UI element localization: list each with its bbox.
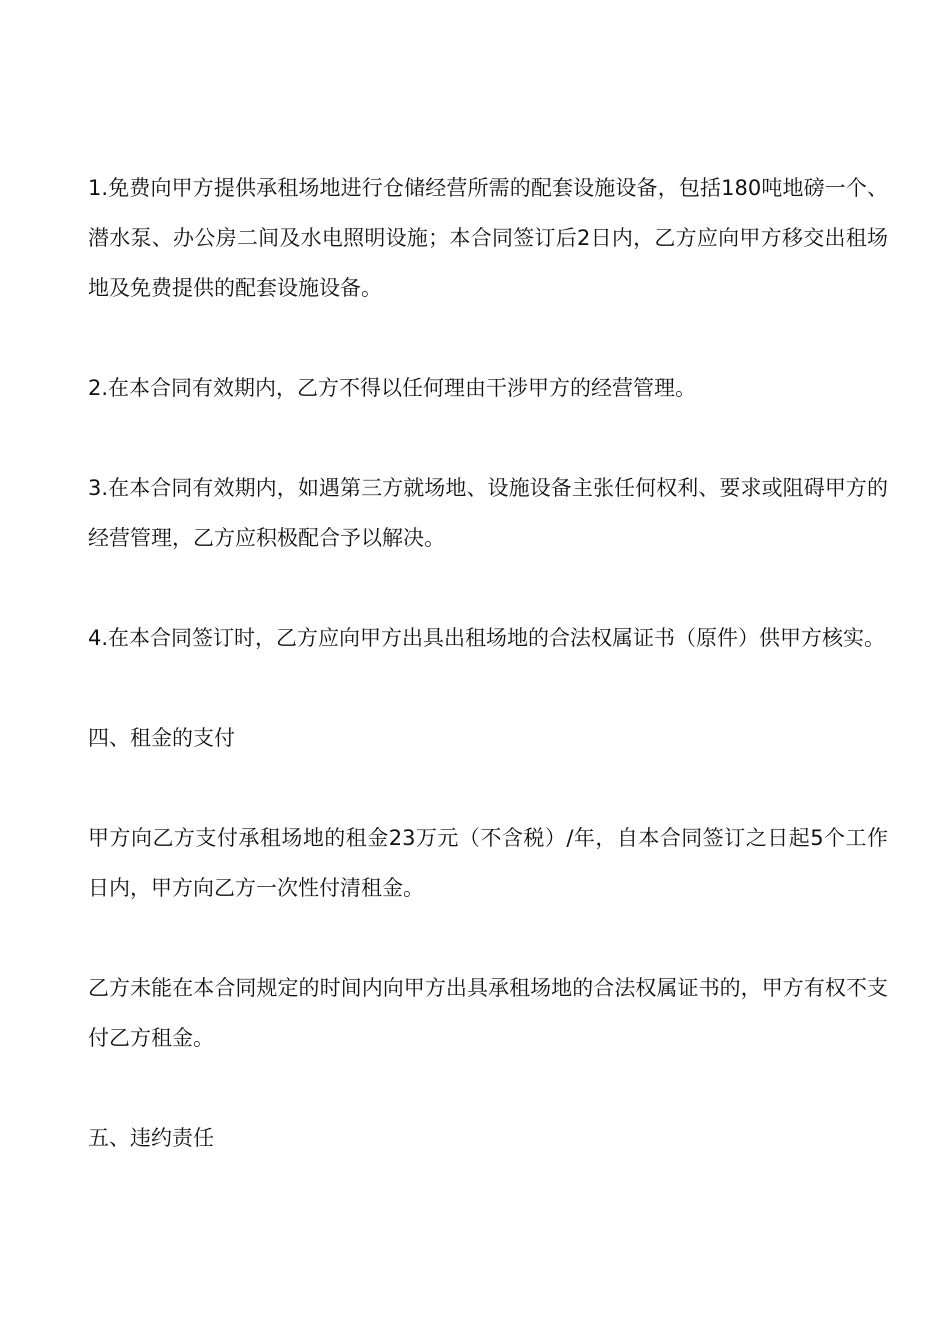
clause-2-paragraph: 2.在本合同有效期内，乙方不得以任何理由干涉甲方的经营管理。 <box>88 376 697 400</box>
document-body <box>88 163 888 1163</box>
rent-withholding-paragraph: 乙方未能在本合同规定的时间内向甲方出具承租场地的合法权属证书的，甲方有权不支付乙方租金。 <box>88 976 888 1050</box>
rent-payment-paragraph: 甲方向乙方支付承租场地的租金23万元（不含税）/年，自本合同签订之日起5个工作日内，甲方向乙方一次性付清租金。 <box>88 826 888 900</box>
clause-3-paragraph: 3.在本合同有效期内，如遇第三方就场地、设施设备主张任何权利、要求或阻碍甲方的经营管理，乙方应积极配合予以解决。 <box>88 476 888 550</box>
clause-1-paragraph: 1.免费向甲方提供承租场地进行仓储经营所需的配套设施设备，包括180吨地磅一个、潜水泵、办公房二间及水电照明设施；本合同签订后2日内，乙方应向甲方移交出租场地及免费提供的配套设施设备。 <box>88 176 888 300</box>
section-heading-liability: 五、违约责任 <box>88 1126 214 1150</box>
clause-4-paragraph: 4.在本合同签订时，乙方应向甲方出具出租场地的合法权属证书（原件）供甲方核实。 <box>88 626 886 650</box>
section-heading-rent-payment: 四、租金的支付 <box>88 726 235 750</box>
